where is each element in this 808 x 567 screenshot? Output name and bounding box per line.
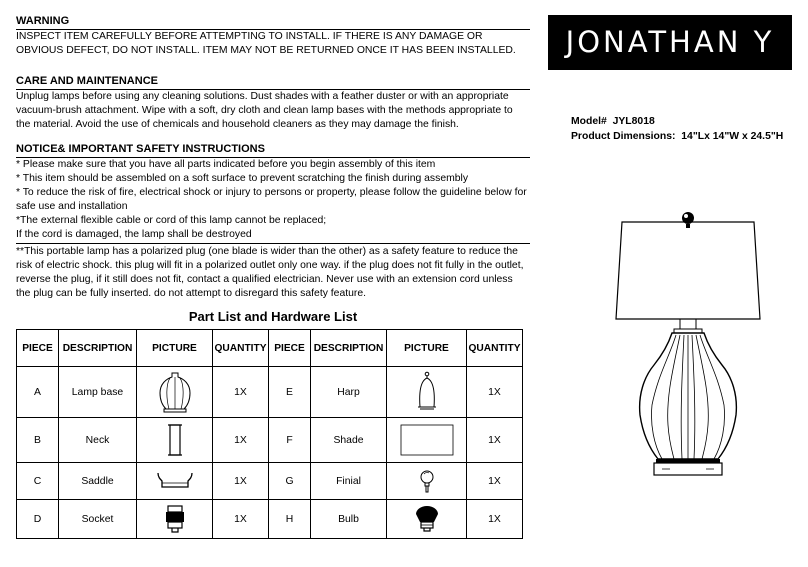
neck-icon bbox=[165, 423, 185, 457]
piece-cell: B bbox=[17, 418, 59, 463]
picture-cell bbox=[387, 367, 467, 418]
header-piece: PIECE bbox=[269, 330, 311, 367]
table-header-row bbox=[17, 330, 523, 367]
description-cell: Shade bbox=[311, 418, 387, 463]
piece-cell: C bbox=[17, 463, 59, 500]
saddle-icon bbox=[155, 469, 195, 493]
header-quantity: QUANTITY bbox=[467, 330, 523, 367]
product-info bbox=[571, 114, 783, 144]
notice-line: * This item should be assembled on a soft surface to prevent scratching the finish during assembly bbox=[16, 173, 469, 184]
description-cell: Socket bbox=[59, 500, 137, 539]
header-picture: PICTURE bbox=[137, 330, 213, 367]
piece-cell: D bbox=[17, 500, 59, 539]
dimensions-label: Product Dimensions: bbox=[571, 131, 676, 142]
table-row bbox=[17, 500, 523, 539]
picture-cell bbox=[387, 418, 467, 463]
quantity-cell: 1X bbox=[213, 418, 269, 463]
quantity-cell: 1X bbox=[467, 500, 523, 539]
brand-logo: JONATHAN Y bbox=[548, 15, 792, 70]
parts-table bbox=[16, 329, 523, 539]
polarized-plug-notice bbox=[16, 243, 530, 301]
bulb-icon bbox=[413, 504, 441, 534]
model-number bbox=[571, 114, 783, 129]
picture-cell bbox=[137, 418, 213, 463]
header-piece: PIECE bbox=[17, 330, 59, 367]
notice-line: * Please make sure that you have all parts indicated before you begin assembly of this item bbox=[16, 159, 436, 170]
quantity-cell: 1X bbox=[467, 367, 523, 418]
quantity-cell: 1X bbox=[467, 418, 523, 463]
picture-cell bbox=[387, 500, 467, 539]
header-description: DESCRIPTION bbox=[311, 330, 387, 367]
description-cell: Saddle bbox=[59, 463, 137, 500]
notice-section bbox=[16, 143, 530, 242]
piece-cell: E bbox=[269, 367, 311, 418]
picture-cell bbox=[137, 463, 213, 500]
description-cell: Bulb bbox=[311, 500, 387, 539]
product-dimensions bbox=[571, 129, 783, 144]
lamp-illustration bbox=[610, 205, 766, 485]
model-label: Model# bbox=[571, 116, 607, 127]
lamp-base-icon bbox=[158, 371, 192, 413]
parts-list-title: Part List and Hardware List bbox=[188, 309, 358, 324]
picture-cell bbox=[137, 367, 213, 418]
description-cell: Lamp base bbox=[59, 367, 137, 418]
warning-title: WARNING bbox=[16, 15, 530, 30]
warning-text: INSPECT ITEM CAREFULLY BEFORE ATTEMPTING TO INSTALL. IF THERE IS ANY DAMAGE OR OBVIOUS DEFECT, DO NOT INSTALL. ITEM MAY NOT BE RETURNED ONCE IT HAS BEEN INSTALLED. bbox=[16, 31, 516, 56]
description-cell: Neck bbox=[59, 418, 137, 463]
warning-section bbox=[16, 15, 530, 58]
picture-cell bbox=[387, 463, 467, 500]
quantity-cell: 1X bbox=[213, 500, 269, 539]
care-title: CARE AND MAINTENANCE bbox=[16, 75, 530, 90]
notice-line: If the cord is damaged, the lamp shall be destroyed bbox=[16, 229, 252, 240]
header-quantity: QUANTITY bbox=[213, 330, 269, 367]
quantity-cell: 1X bbox=[213, 367, 269, 418]
quantity-cell: 1X bbox=[213, 463, 269, 500]
table-row bbox=[17, 418, 523, 463]
shade-icon bbox=[399, 423, 455, 457]
model-value: JYL8018 bbox=[612, 116, 655, 127]
polarized-text: **This portable lamp has a polarized plug (one blade is wider than the other) as a safety feature to reduce the risk of electric shock. this plug will fit in a polarized outlet only one way. if the plug does not fit fully in the outlet, reverse the plug, if it still does not fit, contact a qualified electrician. Never use with an extension cord unless the plug can be fully inserted. do not attempt to disregard this safety feature. bbox=[16, 246, 524, 299]
header-picture: PICTURE bbox=[387, 330, 467, 367]
piece-cell: G bbox=[269, 463, 311, 500]
description-cell: Finial bbox=[311, 463, 387, 500]
care-text: Unplug lamps before using any cleaning solutions. Dust shades with a feather duster or with an appropriate vacuum-brush attachment. Wipe with a soft, dry cloth and clean lamp bases with the methods appropriate to the material. Avoid the use of chemicals and household cleaners as they may damage the finish. bbox=[16, 91, 513, 130]
table-row bbox=[17, 463, 523, 500]
harp-icon bbox=[414, 371, 440, 413]
notice-line: *The external flexible cable or cord of this lamp cannot be replaced; bbox=[16, 215, 327, 226]
description-cell: Harp bbox=[311, 367, 387, 418]
header-description: DESCRIPTION bbox=[59, 330, 137, 367]
piece-cell: H bbox=[269, 500, 311, 539]
notice-title: NOTICE& IMPORTANT SAFETY INSTRUCTIONS bbox=[16, 143, 530, 158]
care-section bbox=[16, 75, 530, 132]
piece-cell: F bbox=[269, 418, 311, 463]
dimensions-value: 14"Lx 14"W x 24.5"H bbox=[681, 131, 784, 142]
table-row bbox=[17, 367, 523, 418]
picture-cell bbox=[137, 500, 213, 539]
piece-cell: A bbox=[17, 367, 59, 418]
socket-icon bbox=[163, 504, 187, 534]
finial-icon bbox=[418, 468, 436, 494]
notice-line: * To reduce the risk of fire, electrical shock or injury to persons or property, please follow the guideline below for safe use and installation bbox=[16, 187, 527, 212]
quantity-cell: 1X bbox=[467, 463, 523, 500]
